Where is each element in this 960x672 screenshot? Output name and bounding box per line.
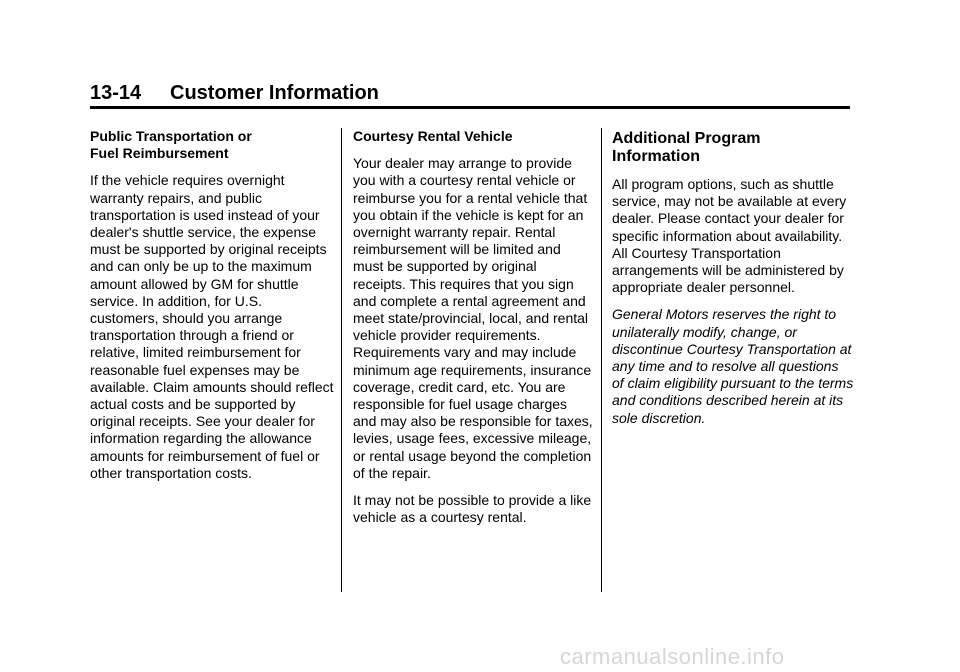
- paragraph-courtesy-rental-2: It may not be possible to provide a like vehicle as a courtesy rental.: [353, 492, 592, 526]
- column-public-transportation: [90, 128, 334, 492]
- subhead-public-transportation: Public Transportation or Fuel Reimbursement: [90, 128, 252, 162]
- paragraph-courtesy-rental-1: Your dealer may arrange to provide you with a courtesy rental vehicle or reimburse you for a rental vehicle that you obtain if the vehicle is kept for an overnight warranty repair. Rental reimbursement will be limited and must be supported by original receipts. This requires that you sign and complete a rental agreement and meet state/provincial, local, and rental vehicle provider requirements. Requirements vary and may include minimum age requirements, insurance coverage, credit card, etc. You are responsible for fuel usage charges and may also be responsible for taxes, levies, usage fees, excessive mileage, or rental usage beyond the completion of the repair.: [353, 155, 593, 481]
- page-number: 13-14: [90, 82, 142, 104]
- paragraph-gm-reserves: General Motors reserves the right to unilaterally modify, change, or discontinue Courtesy Transportation at any time and to resolve all questions of claim eligibility pursuant to the terms and conditions described herein at its sole discretion.: [612, 306, 854, 426]
- column-divider-2: [601, 128, 602, 592]
- column-divider-1: [341, 128, 342, 592]
- column-courtesy-rental: [353, 128, 593, 536]
- section-title-additional-info: Additional Program Information: [612, 130, 761, 165]
- paragraph-additional-info: All program options, such as shuttle service, may not be available at every dealer. Please contact your dealer for specific information about availability. All Courtesy Transportation arrangements will be administered by appropriate dealer personnel.: [612, 176, 847, 296]
- chapter-title: Customer Information: [170, 82, 379, 104]
- page-header: [90, 80, 850, 109]
- watermark-text: carmanualsonline.info: [560, 644, 785, 669]
- column-additional-info: [612, 128, 854, 437]
- paragraph-public-transportation: If the vehicle requires overnight warranty repairs, and public transportation is used instead of your dealer's shuttle service, the expense must be supported by original receipts and can only be up to the maximum amount allowed by GM for shuttle service. In addition, for U.S. customers, should you arrange transportation through a friend or relative, limited reimbursement for reasonable fuel expenses may be available. Claim amounts should reflect actual costs and be supported by original receipts. See your dealer for information regarding the allowance amounts for reimbursement of fuel or other transportation costs.: [90, 172, 334, 481]
- subhead-courtesy-rental: Courtesy Rental Vehicle: [353, 128, 513, 144]
